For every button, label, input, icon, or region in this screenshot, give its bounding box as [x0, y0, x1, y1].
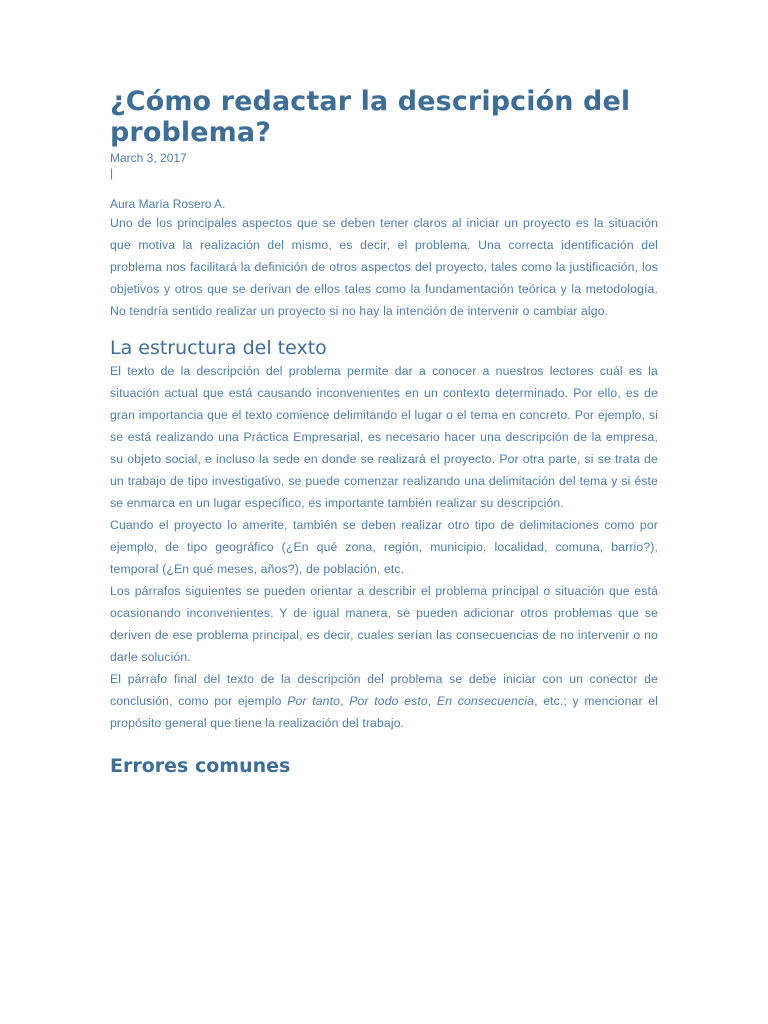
- estructura-paragraph-4: [110, 668, 658, 734]
- section-heading-estructura: La estructura del texto: [110, 337, 327, 359]
- estructura-paragraph-3: Los párrafos siguientes se pueden orientar a describir el problema principal o situación que está ocasionando inconvenientes. Y de igual manera, se pueden adicionar otros problemas que se deriven de ese problema principal, es decir, cuales serían las consecuencias de no intervenir o no darle solución.: [110, 584, 658, 664]
- document-page: [110, 86, 658, 778]
- article-date: March 3, 2017: [110, 151, 187, 165]
- separator-mark: |: [110, 166, 114, 180]
- p4-separator-2: ,: [427, 694, 437, 708]
- section-heading-errores: Errores comunes: [110, 755, 291, 777]
- article-title: ¿Cómo redactar la descripción del problema?: [110, 86, 631, 148]
- p4-connector-por-todo-esto: Por todo esto: [349, 694, 428, 708]
- estructura-paragraph-1: El texto de la descripción del problema permite dar a conocer a nuestros lectores cuál es la situación actual que está causando inconvenientes en un contexto determinado. Por ello, es de gran importancia que el texto comience delimitando el lugar o el tema en concreto. Por ejemplo, si se está realizando una Práctica Empresarial, es necesario hacer una descripción de la empresa, su objeto social, e incluso la sede en donde se realizará el proyecto. Por otra parte, si se trata de un trabajo de tipo investigativo, se puede comenzar realizando una delimitación del tema y si éste se enmarca en un lugar específico, es importante también realizar su descripción.: [110, 364, 658, 510]
- p4-connector-en-consecuencia: En consecuencia: [436, 694, 535, 708]
- p4-separator-1: ,: [340, 694, 350, 708]
- p4-connector-por-tanto: Por tanto: [287, 694, 341, 708]
- article-author: Aura María Rosero A.: [110, 197, 226, 211]
- p4-start-text: El párrafo final del texto de la descripción del problema se debe iniciar con un conector de conclusión, como por ejemplo: [110, 672, 658, 708]
- p4-end-text: , etc.; y mencionar el propósito general que tiene la realización del trabajo.: [110, 694, 659, 730]
- estructura-paragraph-2: Cuando el proyecto lo amerite, también se deben realizar otro tipo de delimitaciones como por ejemplo, de tipo geográfico (¿En qué zona, región, municipio, localidad, comuna, barrio?), temporal (¿En qué meses, años?), de población, etc.: [110, 518, 658, 576]
- intro-paragraph: Uno de los principales aspectos que se deben tener claros al iniciar un proyecto es la situación que motiva la realización del mismo, es decir, el problema. Una correcta identificación del problema nos facilitará la definición de otros aspectos del proyecto, tales como la justificación, los objetivos y otros que se derivan de ellos tales como la fundamentación teórica y la metodología. No tendría sentido realizar un proyecto si no hay la intención de intervenir o cambiar algo.: [110, 216, 658, 318]
